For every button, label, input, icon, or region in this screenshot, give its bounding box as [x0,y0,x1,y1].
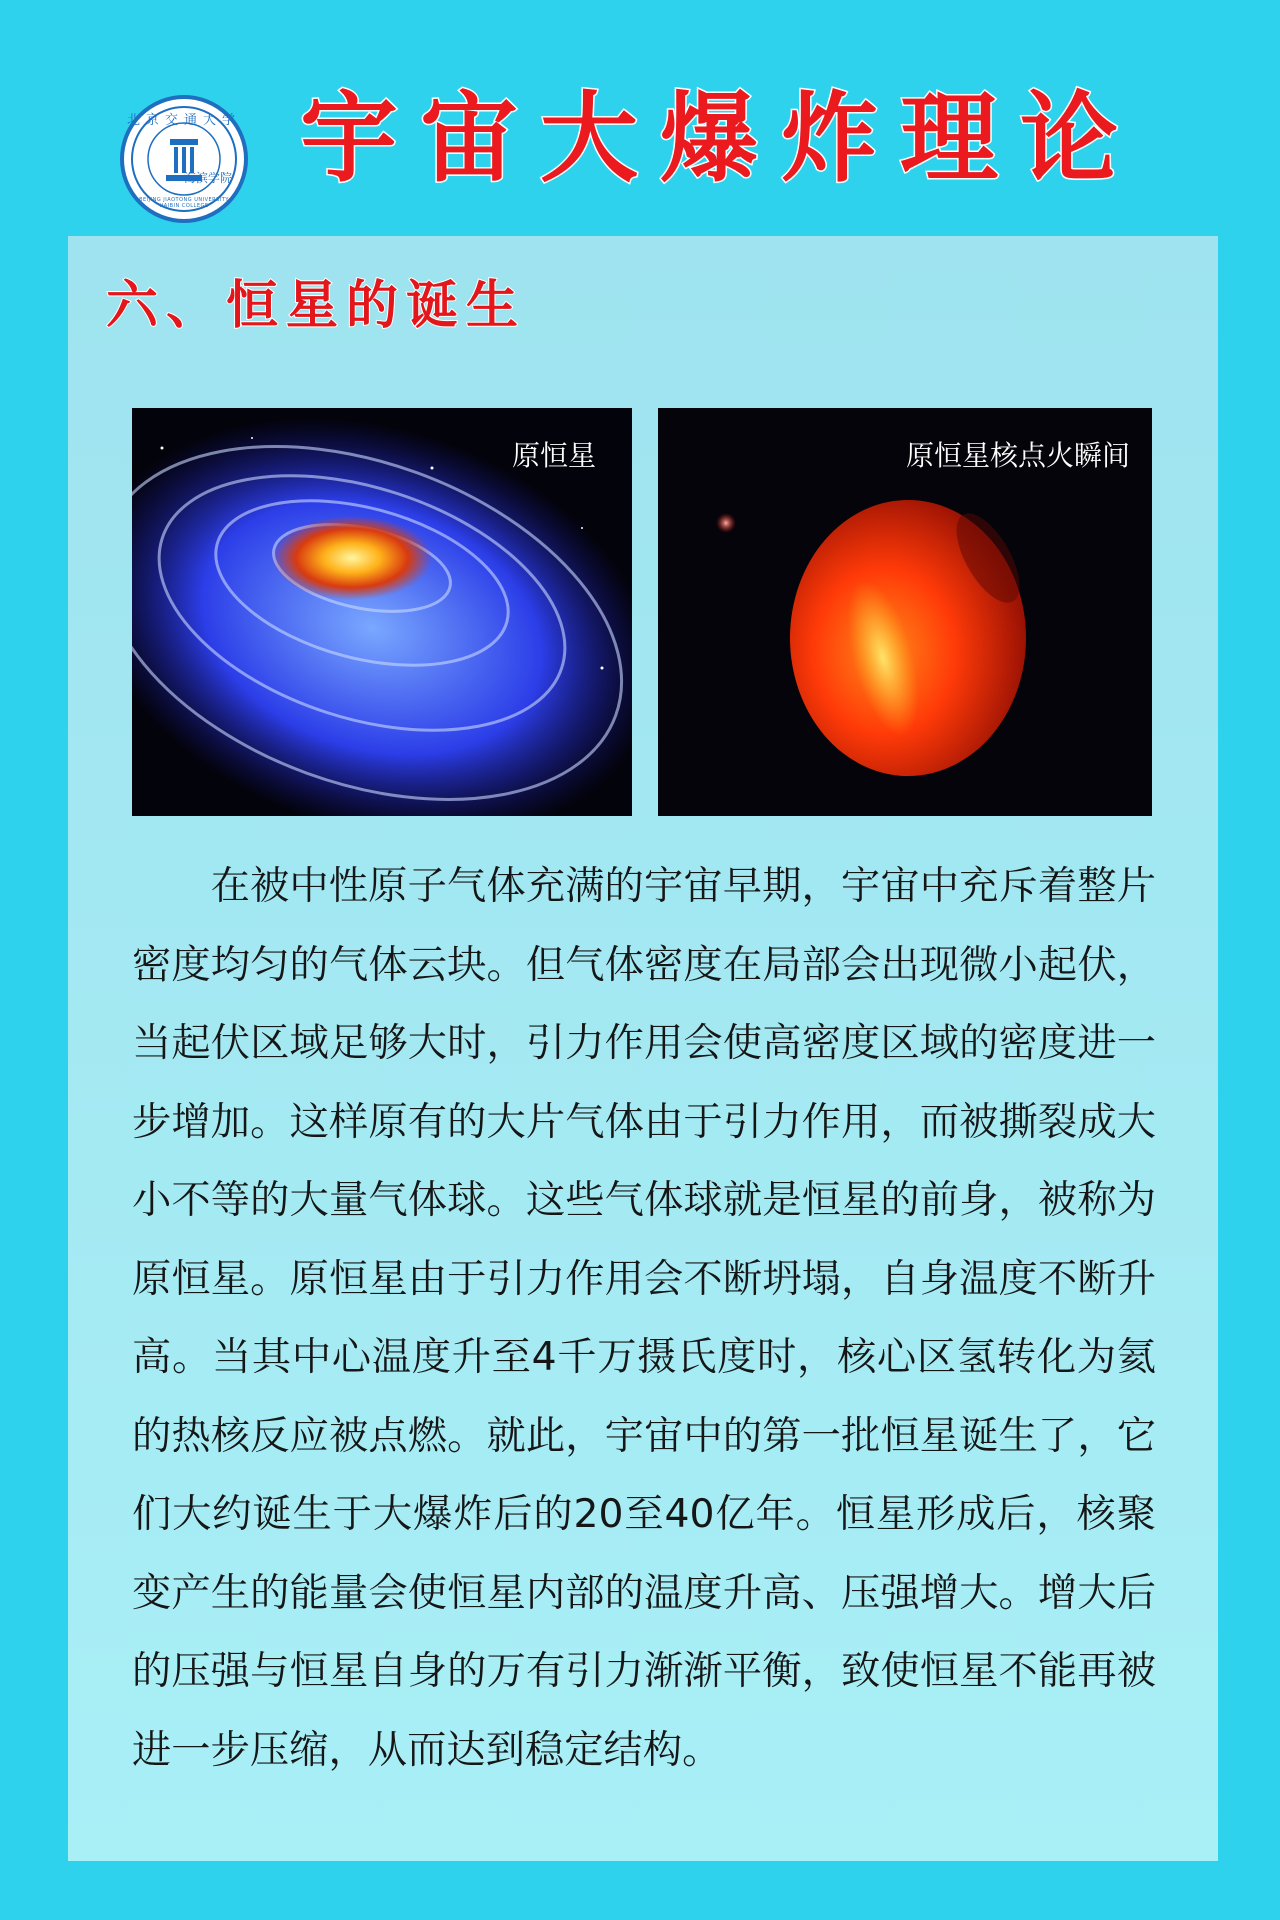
image-caption: 原恒星 [512,439,597,472]
body-paragraph: 在被中性原子气体充满的宇宙早期，宇宙中充斥着整片密度均匀的气体云块。但气体密度在局部会出现微小起伏，当起伏区域足够大时，引力作用会使高密度区域的密度进一步增加。这样原有的大片气体由于引力作用，而被撕裂成大小不等的大量气体球。这些气体球就是恒星的前身，被称为原恒星。原恒星由于引力作用会不断坍塌，自身温度不断升高。当其中心温度升至4千万摄氏度时，核心区氢转化为氦的热核反应被点燃。就此，宇宙中的第一批恒星诞生了，它们大约诞生于大爆炸后的20至40亿年。恒星形成后，核聚变产生的能量会使恒星内部的温度升高、压强增大。增大后的压强与恒星自身的万有引力渐渐平衡，致使恒星不能再被进一步压缩，从而达到稳定结构。 [132,864,1156,1773]
protostar-galaxy-image [132,408,632,816]
logo-text-cn: 北京交通大学 [126,113,241,128]
logo-text-en: BEIJING JIAOTONG UNIVERSITY HAIBIN COLLEGE [139,197,229,209]
logo-text-cn2: 海滨学院 [184,171,233,185]
university-emblem-icon [120,95,248,223]
section-title: 六、恒星的诞生 [106,276,527,336]
protostar-ignition-image [658,408,1152,816]
image-caption: 原恒星核点火瞬间 [905,439,1130,472]
page-title: 宇宙大爆炸理论 [300,82,1141,196]
content-panel [68,236,1218,1861]
